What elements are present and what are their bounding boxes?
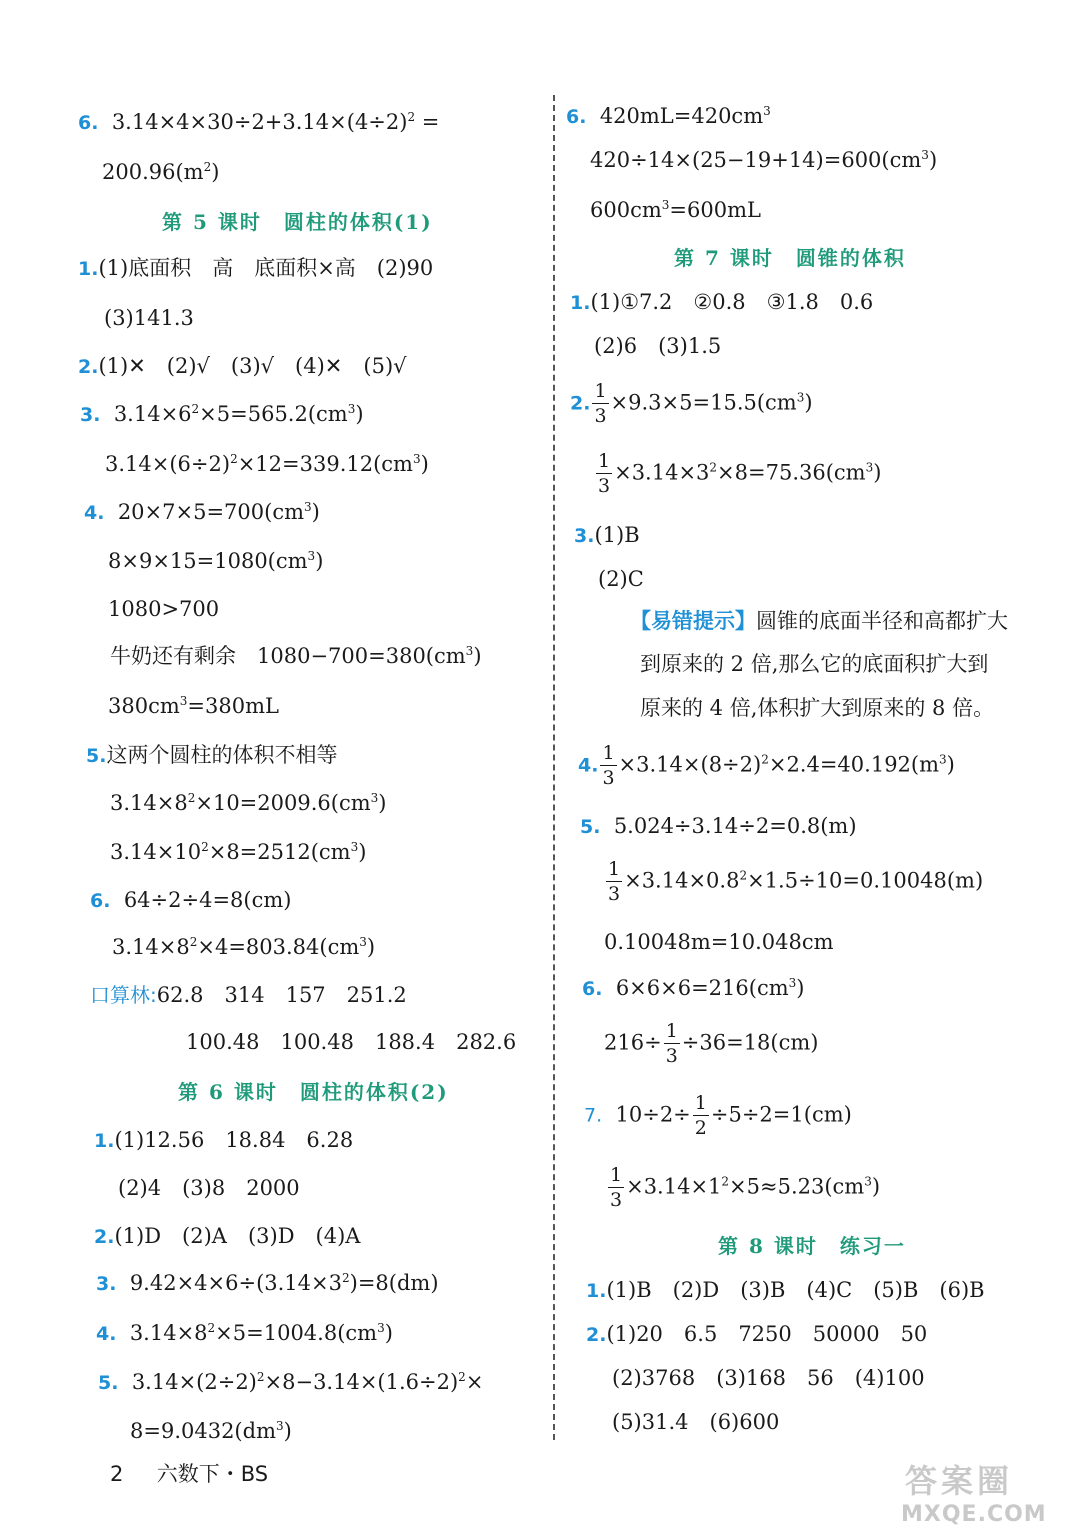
mental-math-line1 [90, 985, 407, 1006]
expr: ×9.3×5=15.5(cm [610, 390, 797, 415]
question-number: 6. [582, 978, 603, 1000]
l7-q1-a [570, 292, 873, 313]
l5-q4-c: 1080>700 [108, 597, 220, 621]
expr: 3.14×8 [129, 1321, 208, 1345]
exp: 2 [207, 1321, 216, 1335]
fraction [600, 744, 616, 788]
question-number: 7. [584, 1104, 603, 1127]
denominator: 3 [598, 475, 611, 497]
mental-math-line2: 100.48 100.48 188.4 282.6 [186, 1030, 517, 1054]
exp: 3 [276, 1419, 284, 1433]
l6-q1-a [94, 1130, 353, 1151]
exp: 2 [187, 791, 196, 805]
expr: )=8(dm) [349, 1271, 439, 1295]
expr: ×5=565.2(cm [199, 402, 348, 426]
r-q6-b [590, 150, 937, 171]
denominator: 2 [694, 1117, 707, 1139]
question-number: 4. [84, 502, 105, 524]
expr: 3.14×(2÷2) [131, 1370, 257, 1394]
paren: ) [871, 1174, 881, 1199]
denominator: 3 [608, 883, 621, 905]
exp: 2 [342, 1271, 350, 1285]
l7-q2-b [594, 452, 881, 496]
answer: (1)①7.2 ②0.8 ③1.8 0.6 [590, 290, 874, 314]
expr: 380cm [108, 694, 180, 718]
l8-q1 [586, 1280, 985, 1301]
denominator: 3 [594, 405, 607, 427]
expr: ×5=1004.8(cm [215, 1321, 378, 1345]
l7-q6-b [604, 1022, 818, 1066]
exp: 3 [661, 198, 670, 212]
r-q6-c [590, 200, 761, 221]
l6-q2 [94, 1226, 360, 1247]
fraction [693, 1094, 709, 1138]
exp: 3 [304, 500, 312, 514]
paren: ) [283, 1419, 292, 1443]
expr: 420mL=420cm [599, 104, 764, 128]
expr: ÷36=18(cm) [681, 1030, 819, 1055]
expr: 牛奶还有剩余 1080−700=380(cm [110, 644, 466, 668]
answer: 这两个圆柱的体积不相等 [106, 743, 338, 767]
expr: 8×9×15=1080(cm [108, 549, 308, 573]
exp: 3 [465, 644, 474, 658]
paren: ) [946, 752, 955, 777]
lesson-5-heading: 第 5 课时 圆柱的体积(1) [162, 210, 433, 234]
paren: ) [358, 840, 367, 864]
expr: ×3.14×3 [614, 460, 710, 485]
paren: ) [315, 549, 324, 573]
fraction [608, 1166, 624, 1210]
paren: ) [420, 452, 429, 476]
expr: =600mL [669, 198, 761, 222]
expr: ×8=75.36(cm [717, 460, 866, 485]
column-divider [553, 95, 555, 1440]
paren: ) [311, 500, 320, 524]
mental-math-label: 口算林: [90, 983, 157, 1007]
exp: 2 [739, 868, 748, 883]
r-q6-a [566, 106, 771, 127]
l5-q1-a [78, 258, 433, 279]
question-number: 3. [574, 525, 595, 547]
expr: = [415, 110, 440, 134]
error-hint-line3: 原来的 4 倍,体积扩大到原来的 8 倍。 [640, 696, 995, 720]
l8-q2-a [586, 1324, 927, 1345]
paren: ) [928, 148, 938, 172]
l5-q3-a [80, 404, 364, 425]
question-number: 1. [586, 1280, 607, 1302]
expr: 216÷ [604, 1030, 662, 1055]
hint-text: 圆锥的底面半径和高都扩大 [756, 609, 1008, 633]
answer: (1)✕ (2)√ (3)√ (4)✕ (5)√ [98, 354, 407, 378]
exp: 2 [458, 1370, 466, 1384]
denominator: 3 [665, 1045, 678, 1067]
exp: 2 [189, 935, 198, 949]
question-number: 5. [86, 745, 107, 767]
l5-q5-a [86, 745, 337, 766]
question-number: 2. [94, 1226, 115, 1248]
expr: 3.14×8 [112, 935, 190, 959]
question-number: 1. [94, 1130, 115, 1152]
numerator: 1 [594, 380, 607, 402]
l5-q1-b: (3)141.3 [104, 306, 194, 330]
exp: 3 [939, 752, 947, 767]
exp: 2 [761, 752, 769, 767]
exp: 3 [763, 104, 771, 118]
expr: 3.14×(6÷2) [105, 452, 231, 476]
page-footer [110, 1458, 268, 1488]
expr: 9.42×4×6÷(3.14×3 [129, 1271, 342, 1295]
answer: (1)B (2)D (3)B (4)C (5)B (6)B [606, 1278, 985, 1302]
answer: (1)20 6.5 7250 50000 50 [606, 1322, 928, 1346]
l7-q5-c: 0.10048m=10.048cm [604, 930, 834, 954]
l7-q3-b: (2)C [598, 567, 644, 591]
l5-q6-a [90, 890, 291, 911]
exp: 3 [921, 148, 929, 162]
fraction [596, 452, 612, 496]
paren: ) [378, 791, 387, 815]
l5-q4-a [84, 502, 320, 523]
l5-q4-d [110, 646, 482, 667]
left-q6-line1 [78, 112, 439, 133]
expr: ×8−3.14×(1.6÷2) [264, 1370, 459, 1394]
error-hint-tag: 【易错提示】 [630, 608, 756, 633]
l7-q2-a [570, 382, 813, 426]
expr: 3.14×8 [110, 791, 188, 815]
l5-q5-c [110, 842, 366, 863]
expr: 420÷14×(25−19+14)=600(cm [590, 148, 922, 172]
question-number: 1. [570, 292, 591, 314]
numerator: 1 [608, 858, 621, 880]
page-number: 2 [110, 1462, 124, 1486]
answer: (1)12.56 18.84 6.28 [114, 1128, 354, 1152]
exp: 3 [788, 976, 797, 990]
l7-q5-b [604, 860, 983, 904]
question-number: 3. [80, 404, 101, 426]
answer: (1)B [594, 523, 640, 547]
expr: 10÷2÷ [615, 1102, 691, 1127]
l6-q3 [96, 1273, 439, 1294]
question-number: 6. [566, 106, 587, 128]
paren: ) [873, 460, 882, 485]
expr: 64÷2÷4=8(cm) [123, 888, 292, 912]
question-number: 2. [570, 392, 591, 415]
question-number: 3. [96, 1273, 117, 1295]
lesson-8-heading: 第 8 课时 练习一 [718, 1234, 906, 1258]
numerator: 1 [602, 742, 615, 764]
expr: 600cm [590, 198, 662, 222]
paren: ) [804, 390, 813, 415]
l7-q7-b [606, 1166, 880, 1210]
expr: ×10=2009.6(cm [195, 791, 371, 815]
question-number: 2. [586, 1324, 607, 1346]
expr: ×8=2512(cm [208, 840, 351, 864]
expr: ×3.14×0.8 [624, 868, 740, 893]
expr: 200.96(m [102, 160, 204, 184]
paren: ) [473, 644, 482, 668]
question-number: 4. [96, 1323, 117, 1345]
watermark-text: 答案圈 [905, 1462, 1014, 1500]
l5-q6-b [112, 937, 375, 958]
error-hint-line1 [630, 610, 1008, 632]
l8-q2-b: (2)3768 (3)168 56 (4)100 [612, 1366, 925, 1390]
exp: 3 [347, 402, 356, 416]
expr: ×3.14×(8÷2) [618, 752, 762, 777]
exp: 2 [191, 402, 200, 416]
paren: ) [211, 160, 220, 184]
watermark-logo [895, 1452, 1055, 1532]
l8-q2-c: (5)31.4 (6)600 [612, 1410, 780, 1434]
expr: 3.14×4×30÷2+3.14×(4÷2) [111, 110, 408, 134]
denominator: 3 [610, 1189, 623, 1211]
l5-q5-b [110, 793, 386, 814]
answer: (1)D (2)A (3)D (4)A [114, 1224, 361, 1248]
paren: ) [796, 976, 805, 1000]
exp: 3 [359, 935, 367, 949]
l5-q4-b [108, 551, 323, 572]
expr: ×2.4=40.192(m [768, 752, 940, 777]
exp: 2 [721, 1174, 730, 1189]
question-number: 5. [580, 816, 601, 838]
expr: 5.024÷3.14÷2=0.8(m) [613, 814, 857, 838]
paren: ) [355, 402, 364, 426]
exp: 3 [179, 694, 188, 708]
exp: 2 [256, 1370, 265, 1384]
numerator: 1 [665, 1020, 678, 1042]
exp: 2 [230, 452, 238, 466]
l5-q2 [78, 356, 407, 377]
exp: 3 [412, 452, 421, 466]
lesson-7-heading: 第 7 课时 圆锥的体积 [674, 246, 906, 270]
question-number: 6. [78, 112, 99, 134]
l7-q1-b: (2)6 (3)1.5 [594, 334, 722, 358]
left-q6-line2 [102, 162, 219, 183]
lesson-6-heading: 第 6 课时 圆柱的体积(2) [178, 1080, 449, 1104]
expr: ×12=339.12(cm [237, 452, 413, 476]
exp: 3 [370, 791, 379, 805]
numerator: 1 [598, 450, 611, 472]
l6-q4 [96, 1323, 393, 1344]
numerator: 1 [610, 1164, 623, 1186]
question-number: 2. [78, 356, 99, 378]
expr: ×5≈5.23(cm [729, 1174, 865, 1199]
exp: 3 [377, 1321, 385, 1335]
l7-q6-a [582, 978, 804, 999]
exp: 3 [350, 840, 359, 854]
exp: 2 [407, 110, 416, 124]
watermark-url: MXQE.COM [901, 1502, 1047, 1527]
numerator: 1 [694, 1092, 707, 1114]
expr: ÷5÷2=1(cm) [710, 1102, 852, 1127]
l7-q7-a [584, 1094, 852, 1138]
l7-q3-a [574, 525, 640, 546]
exp: 2 [709, 460, 718, 475]
l5-q3-b [105, 454, 429, 475]
expr: 3.14×6 [113, 402, 192, 426]
question-number: 1. [78, 258, 99, 280]
exp: 2 [203, 160, 212, 174]
l5-q4-e [108, 696, 279, 717]
question-number: 5. [98, 1372, 119, 1394]
exp: 2 [201, 840, 209, 854]
expr: ×3.14×1 [626, 1174, 722, 1199]
fraction [664, 1022, 680, 1066]
exp: 3 [864, 1174, 872, 1189]
error-hint-line2: 到原来的 2 倍,那么它的底面积扩大到 [640, 652, 989, 676]
expr: ×1.5÷10=0.10048(m) [747, 868, 984, 893]
question-number: 4. [578, 754, 599, 777]
l7-q4 [578, 744, 955, 788]
expr: 6×6×6=216(cm [615, 976, 789, 1000]
expr: 20×7×5=700(cm [117, 500, 304, 524]
fraction [606, 860, 622, 904]
exp: 3 [865, 460, 874, 475]
answer: (1)底面积 高 底面积×高 (2)90 [98, 256, 434, 280]
book-code: 六数下・BS [156, 1462, 269, 1486]
expr: =380mL [187, 694, 279, 718]
l7-q5-a [580, 816, 857, 837]
l6-q5-a [98, 1372, 483, 1393]
paren: ) [384, 1321, 393, 1345]
expr: × [465, 1370, 484, 1394]
denominator: 3 [602, 767, 615, 789]
l6-q5-b [130, 1421, 292, 1442]
expr: ×4=803.84(cm [197, 935, 360, 959]
l6-q1-b: (2)4 (3)8 2000 [118, 1176, 300, 1200]
exp: 3 [796, 390, 805, 405]
paren: ) [366, 935, 376, 959]
fraction [592, 382, 608, 426]
answer: 62.8 314 157 251.2 [156, 983, 407, 1007]
expr: 8=9.0432(dm [130, 1419, 276, 1443]
exp: 3 [307, 549, 316, 563]
question-number: 6. [90, 890, 111, 912]
expr: 3.14×10 [110, 840, 202, 864]
